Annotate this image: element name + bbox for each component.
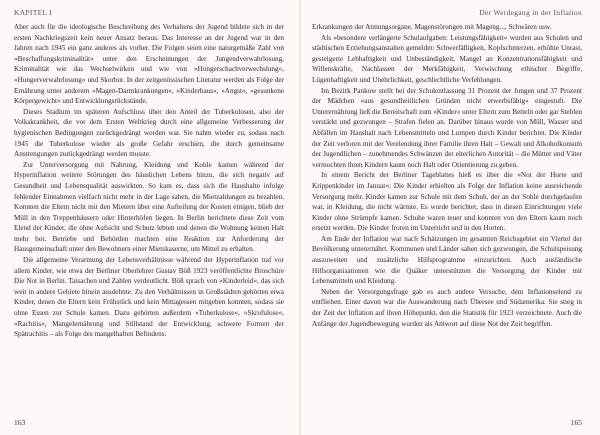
right-paragraph: Erkrankungen der Atmungsorgane, Magenstörungen mit Mageng..., Schwären usw.: [312, 23, 552, 31]
left-paragraph: Dieses Stadium im späteren Aufschluss über den Anteil der Tuberkulosen, also der Volkskrankheit, die vor dem Ersten Weltkrieg durch eine allgemeine Verbesserung der hygienischen Bedingungen zurückgedrängt worden war. Sie nahm wieder zu, sodass nach 1945 die Tuberkulose wieder als große Gefahr erschien, die durch gemeinsame Anstrengungen zurückgedrängt werden musste.: [14, 107, 284, 159]
left-page: [14, 0, 284, 435]
right-paragraph: Am Ende der Inflation war nach Schätzungen im gesamten Reichsgebiet ein Viertel der Bevölkerung unterernährt. Kommunen und Länder sahen sich gezwungen, die Schulspeisung auszuweiten und zusätzliche Hilfsprogramme einzurichten. Auch ausländische Hilfsorganisationen wie die Quäker unterstützten die Versorgung der Kinder mit Lebensmitteln und Kleidung.: [312, 234, 582, 286]
right-running-head: [312, 8, 582, 20]
right-paragraph: Im Bezirk Pankow stellt bei der Schulentlassung 31 Prozent der Jungen und 37 Prozent der Mädchen »aus gesundheitlichen Gründen nicht erwerbsfähig« eingestuft. Die Unterernährung ließ die Bereitschaft zum »Kinder« unter Eltern zum Betteln oder gar Stehlen verstärkt und gezwungen – Strafen fielen an. Darüber hinaus wurde von Müll, Wasser und Abfällen im Haushalt nach Lebensmitteln und Lumpen durch Kinder berichtet. Die Kinder der Zeit verloren mit der Verelendung ihrer Familie ihren Halt – Gewalt und Alkoholkonsum der Jugendlichen – zunehmendes Schwänzen der elterlichen Autorität – die Mütter und Väter vermochten ihren Kindern kaum noch Halt oder Orientierung zu geben.: [312, 86, 582, 169]
left-paragraph: Die allgemeine Verarmung der Lebensverhältnisse während der Hyperinflation traf vor allem Kinder, wie etwa der Berliner Oberlehrer Gustav Böß 1923 veröffentlichte Broschüre Die Not in Berlin. Tatsachen und Zahlen verdeutlicht. Böß sprach von »Kinderleid«, das sich weit in andere Gebiete hinein ausdehnte. Zu den Verhältnissen in Großstädten gehörten etwa Kinder, denen die Eltern kein Frühstück und kein Mittagessen mitgeben konnten, sodass sie ohne Essen zur Schule kamen. Dazu gehörten außerdem »Tuberkulose«, »Skrofulose«, »Rachitis«, Mangelernährung und Stillstand der Entwicklung, schwere Formen der Spätrachitis – als Folge des mangelhaften Befindens.: [14, 256, 284, 339]
right-paragraph: Als »besondere verlängerte Schulaufgaben: Leistungsfähigkeit« wurden aus Schulen und städtischen Erziehungsanstalten gemeldet: Schwerfälligkeit, Kopfschmerzen, erhöhte Unrast, gesteigerte Lebhaftigkeit und Unbeständigkeit, Mangel an Konzentrationsfähigkeit und Willenskräfte, Nachlassen der Merkfähigkeit, Verwischung ethischer Begriffe, Lügenhaftigkeit und Unehrlichkeit, geschlechtliche Verfehlungen.: [312, 33, 582, 84]
left-page-number: 163: [14, 418, 26, 427]
left-running-head: [14, 8, 284, 20]
right-running-head-text: Der Werdegang in der Inflation: [479, 8, 582, 17]
right-page-number: 165: [570, 418, 582, 427]
left-running-head-text: KAPITEL I: [14, 8, 53, 17]
page-gutter: [299, 0, 301, 435]
right-paragraph: Neben der Versorgungsfrage gab es auch andere Versuche, dem Inflationselend zu entfliehen. Einer davon war die Auswanderung nach Übersee und Südamerika. Sie stieg in der Zeit der Inflation auf ihren Höhepunkt, den die Statistik für 1923 verzeichnete. Auch die Anfänge der Jugendbewegung wurden als Antwort auf diese Not der Zeit begriffen.: [312, 287, 582, 328]
right-page-body: [312, 22, 582, 412]
left-paragraph: Aber auch für die ideologische Beschreibung des Verhaltens der Jugend bildete sich in der ersten Nachkriegszeit kein neuer Ansatz heraus. Das Interesse an der Jugend war in den Jahren nach 1945 ein ganz anderes als vorher. Die Folgen seien eine naturgemäße Zahl von »Beschaffungskriminalität« unter den Erscheinungen der Jungendverwahrlosung, Kriminalität wie das Wechselwirken und wie von »Hungerschachverwechslung«, »Hungerverwahrlosung« und Skorbut. In der zeitgenössischen Literatur werden als Folge der Ernährung unter anderem »Magen-Darmkrankungen«, »Kinderhaus«, »Angst«, »gesunkene Körpergewicht« und Entwicklungsrückstände.: [14, 23, 284, 106]
right-page: [312, 0, 582, 435]
right-paragraph: In einem Bericht der Berliner Tageblattes hieß es über die »Not der Horte und Krippenkinder im Januar«: Die Kinder erhielten als Folge der Inflation keine ausreichende Versorgung mehr. Kinder kamen zur Schule mit dem Schuh, der an der Sohle durchgelaufen war, in Kleidung, die nicht wärmte. Es wurde berichtet, dass in diesen Einrichtungen viele Kinder ohne Strümpfe kamen. Schuhe waren teuer und konnten von den Eltern kaum noch ersetzt werden. Die Kinder froren im Unterricht und in den Horten.: [312, 171, 582, 233]
left-page-body: [14, 22, 284, 412]
left-paragraph: Zur Unterversorgung mit Nahrung, Kleidung und Kohle kamen während der Hyperinflation weitere Störungen des häuslichen Lebens hinzu, die sich negativ auf Gesundheit und Lebensqualität auswirkten. So kam es, dass sich die Haushalte infolge fehlender Einnahmen vielfach nicht mehr in der Lage sahen, die Mietzahlungen zu bezahlen. Konnten die Eltern nicht mit den Mietern über eine Aufteilung der Kosten einigen, blieb der Müll in den Treppenhäusern oder Hinterhöfen liegen. In Berlin berichtete diese Zeit vom Elend der Kinder, die ohne Aufsicht und Schutz lebten und denen die Wohnung keinen Halt mehr bot. Betriebe und Behörden machten eine Reaktion zur Anforderung der Hausgemeinschaft unter den Bewohnern einer Mietskaserne, um Mittel zu erhalten.: [14, 160, 284, 254]
